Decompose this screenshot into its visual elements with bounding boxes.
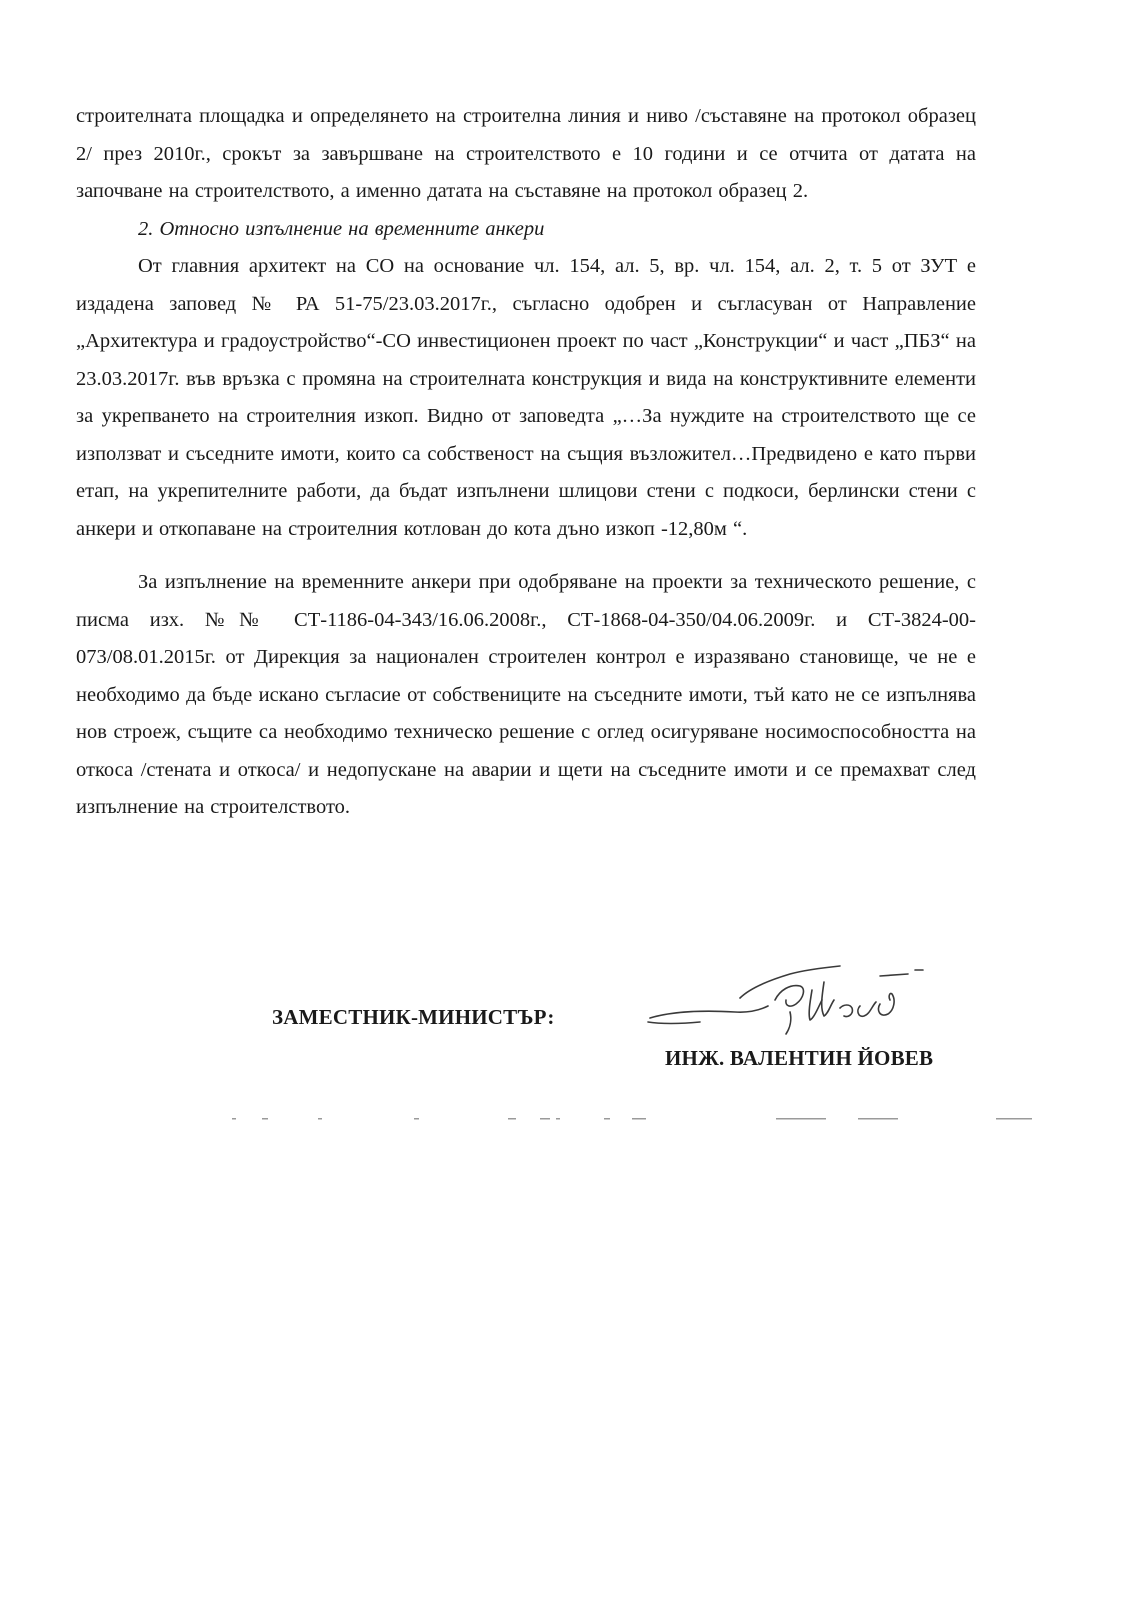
document-body (76, 98, 976, 827)
paragraph-continuation: строителната площадка и определянето на строителна линия и ниво /съставяне на протокол образец 2/ през 2010г., срокът за завършване на строителството е 10 години и се отчита от датата на започване на строителството, а именно датата на съставяне на протокол образец 2. (76, 105, 976, 202)
signatory-title: ЗАМЕСТНИК-МИНИСТЪР: (272, 1005, 555, 1029)
section-heading-2: 2. Относно изпълнение на временните анкери (138, 217, 545, 240)
paragraph-order: От главния архитект на СО на основание чл. 154, ал. 5, вр. чл. 154, ал. 2, т. 5 от ЗУТ е издадена заповед № РА 51-75/23.03.2017г., съгласно одобрен и съгласуван от Направление „Архитектура и градоустройство“-СО инвестиционен проект по част „Конструкции“ и част „ПБЗ“ на 23.03.2017г. във връзка с промяна на строителната конструкция и вида на конструктивните елементи за укрепването на строителния изкоп. Видно от заповедта „…За нуждите на строителството ще се използват и съседните имоти, които са собственост на същия възложител…Предвидено е като първи етап, на укрепителните работи, да бъдат изпълнени шлицови стени с подкоси, берлински стени с анкери и откопаване на строителния котлован до кота дъно изкоп -12,80м “. (76, 255, 976, 540)
handwritten-signature (640, 960, 940, 1050)
paragraph-anchors: За изпълнение на временните анкери при одобряване на проекти за техническото решение, с писма изх. №№ СТ-1186-04-343/16.06.2008г., СТ-1868-04-350/04.06.2009г. и СТ-3824-00-073/08.01.2015г. от Дирекция за национален строителен контрол е изразявано становище, че не е необходимо да бъде искано съгласие от собствениците на съседните имоти, тъй като не се изпълнява нов строеж, същите са необходимо техническо решение с оглед осигуряване носимоспособността на откоса /стената и откоса/ и недопускане на аварии и щети на съседните имоти и се премахват след изпълнение на строителството. (76, 571, 976, 818)
signatory-name: ИНЖ. ВАЛЕНТИН ЙОВЕВ (665, 1046, 934, 1070)
scan-noise (0, 1110, 1131, 1130)
